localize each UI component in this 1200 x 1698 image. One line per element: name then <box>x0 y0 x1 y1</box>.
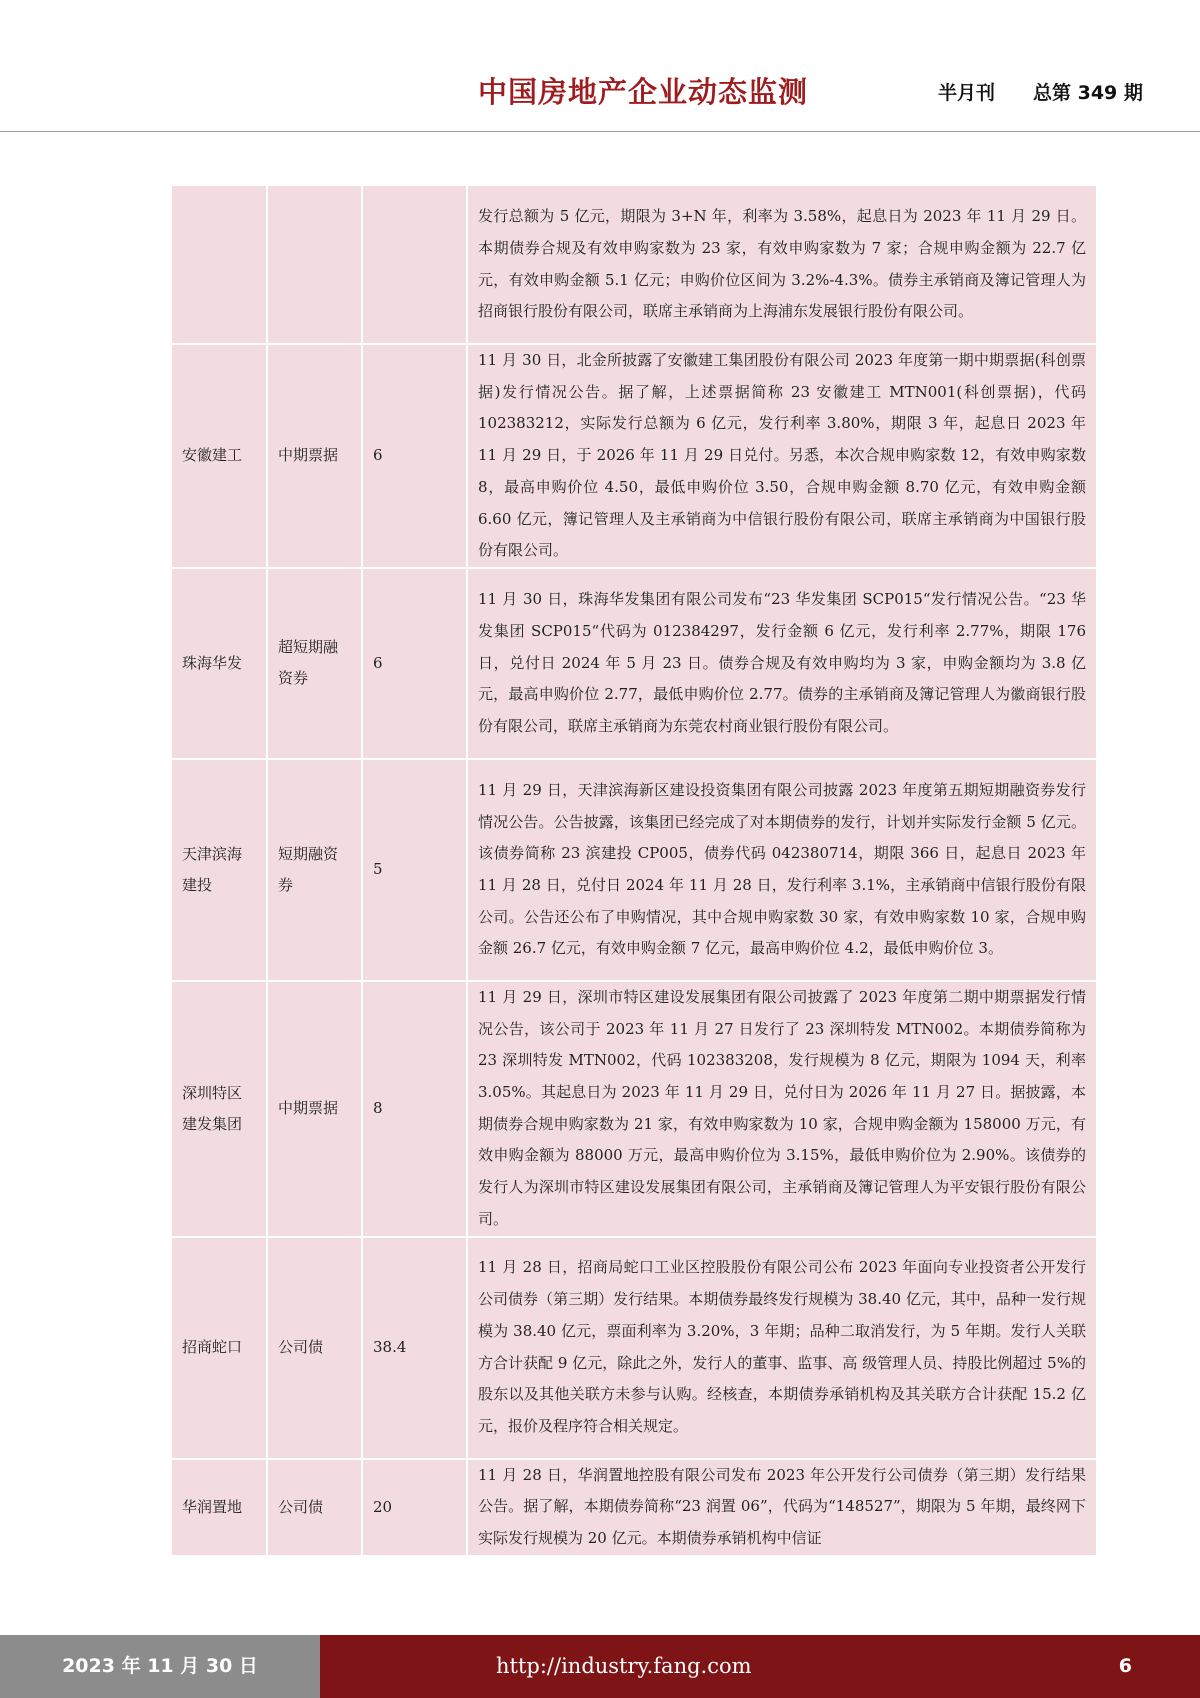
bond-type-cell <box>268 186 361 345</box>
table-row <box>172 1460 1096 1557</box>
footer-date: 2023 年 11 月 30 日 <box>0 1635 320 1698</box>
amount-cell: 38.4 <box>363 1238 466 1460</box>
amount-cell: 6 <box>363 569 466 760</box>
amount-cell: 20 <box>363 1460 466 1557</box>
report-title: 中国房地产企业动态监测 <box>478 75 809 109</box>
company-cell: 天津滨海建投 <box>172 760 266 982</box>
table-row <box>172 569 1096 760</box>
table-row <box>172 345 1096 569</box>
amount-cell: 6 <box>363 345 466 569</box>
company-cell <box>172 186 266 345</box>
description-cell: 11 月 29 日，天津滨海新区建设投资集团有限公司披露 2023 年度第五期短期融资券发行情况公告。公告披露，该集团已经完成了对本期债券的发行，计划并实际发行金额 5 亿元。该债券简称 23 滨建投 CP005，债券代码 042380714，期限 366 日，起息日 2023 年 11 月 28 日，兑付日 2024 年 11 月 28 日，发行利率 3.1%，主承销商中信银行股份有限公司。公告还公布了申购情况，其中合规申购家数 30 家，有效申购家数 10 家，合规申购金额 26.7 亿元，有效申购金额 7 亿元，最高申购价位 4.2，最低申购价位 3。 <box>468 760 1096 982</box>
bond-type-cell: 超短期融资券 <box>268 569 361 760</box>
company-cell: 安徽建工 <box>172 345 266 569</box>
description-cell: 11 月 28 日，招商局蛇口工业区控股股份有限公司公布 2023 年面向专业投资者公开发行公司债券（第三期）发行结果。本期债券最终发行规模为 38.40 亿元，其中，品种一发行规模为 38.40 亿元，票面利率为 3.20%，3 年期；品种二取消发行，为 5 年期。发行人关联方合计获配 9 亿元，除此之外，发行人的董事、监事、高 级管理人员、持股比例超过 5%的股东以及其他关联方未参与认购。经核查，本期债券承销机构及其关联方合计获配 15.2 亿元，报价及程序符合相关规定。 <box>468 1238 1096 1460</box>
bond-type-cell: 短期融资券 <box>268 760 361 982</box>
bond-type-cell: 公司债 <box>268 1460 361 1557</box>
issue-number: 总第 349 期 <box>1033 82 1143 104</box>
company-cell: 珠海华发 <box>172 569 266 760</box>
description-cell: 11 月 29 日，深圳市特区建设发展集团有限公司披露了 2023 年度第二期中期票据发行情况公告，该公司于 2023 年 11 月 27 日发行了 23 深圳特发 MTN002。本期债券简称为 23 深圳特发 MTN002，代码 102383208，发行规模为 8 亿元，期限为 1094 天，利率 3.05%。其起息日为 2023 年 11 月 29 日，兑付日为 2026 年 11 月 27 日。据披露，本期债券合规申购家数为 21 家，有效申购家数为 10 家，合规申购金额为 158000 万元，有效申购金额为 88000 万元，最高申购价位为 3.15%，最低申购价位为 2.90%。该债券的发行人为深圳市特区建设发展集团有限公司，主承销商及簿记管理人为平安银行股份有限公司。 <box>468 982 1096 1238</box>
description-cell: 11 月 30 日，北金所披露了安徽建工集团股份有限公司 2023 年度第一期中期票据(科创票据)发行情况公告。据了解，上述票据简称 23 安徽建工 MTN001(科创票据)，代码 102383212，实际发行总额为 6 亿元，发行利率 3.80%，期限 3 年，起息日 2023 年 11 月 29 日，于 2026 年 11 月 29 日兑付。另悉，本次合规申购家数 12，有效申购家数 8，最高申购价位 4.50，最低申购价位 3.50，合规申购金额 8.70 亿元，有效申购金额 6.60 亿元，簿记管理人及主承销商为中信银行股份有限公司，联席主承销商为中国银行股份有限公司。 <box>468 345 1096 569</box>
page-number: 6 <box>1118 1655 1132 1677</box>
amount-cell: 8 <box>363 982 466 1238</box>
page-header <box>0 0 1200 132</box>
bond-type-cell: 中期票据 <box>268 345 361 569</box>
page-footer <box>0 1635 1200 1698</box>
publication-frequency: 半月刊 <box>938 82 996 104</box>
table-row <box>172 186 1096 345</box>
bond-type-cell: 公司债 <box>268 1238 361 1460</box>
table-row <box>172 760 1096 982</box>
table-row <box>172 1238 1096 1460</box>
description-cell: 发行总额为 5 亿元，期限为 3+N 年，利率为 3.58%，起息日为 2023 年 11 月 29 日。本期债券合规及有效申购家数为 23 家，有效申购家数为 7 家；合规申购金额为 22.7 亿元，有效申购金额 5.1 亿元；申购价位区间为 3.2%-4.3%。债券主承销商及簿记管理人为招商银行股份有限公司，联席主承销商为上海浦东发展银行股份有限公司。 <box>468 186 1096 345</box>
company-cell: 华润置地 <box>172 1460 266 1557</box>
footer-url-link[interactable]: http://industry.fang.com <box>496 1654 752 1678</box>
table-row <box>172 982 1096 1238</box>
footer-bar <box>320 1635 1200 1698</box>
bond-type-cell: 中期票据 <box>268 982 361 1238</box>
description-cell: 11 月 30 日，珠海华发集团有限公司发布“23 华发集团 SCP015“发行情况公告。“23 华发集团 SCP015“代码为 012384297，发行金额 6 亿元，发行利率 2.77%，期限 176 日，兑付日 2024 年 5 月 23 日。债券合规及有效申购均为 3 家，申购金额均为 3.8 亿元，最高申购价位 2.77，最低申购价位 2.77。债券的主承销商及簿记管理人为徽商银行股份有限公司，联席主承销商为东莞农村商业银行股份有限公司。 <box>468 569 1096 760</box>
amount-cell <box>363 186 466 345</box>
amount-cell: 5 <box>363 760 466 982</box>
description-cell: 11 月 28 日，华润置地控股有限公司发布 2023 年公开发行公司债券（第三期）发行结果公告。据了解，本期债券简称“23 润置 06”，代码为“148527”，期限为 5 年期，最终网下实际发行规模为 20 亿元。本期债券承销机构中信证 <box>468 1460 1096 1557</box>
company-cell: 深圳特区建发集团 <box>172 982 266 1238</box>
company-cell: 招商蛇口 <box>172 1238 266 1460</box>
bond-issuance-table <box>170 186 1098 1557</box>
